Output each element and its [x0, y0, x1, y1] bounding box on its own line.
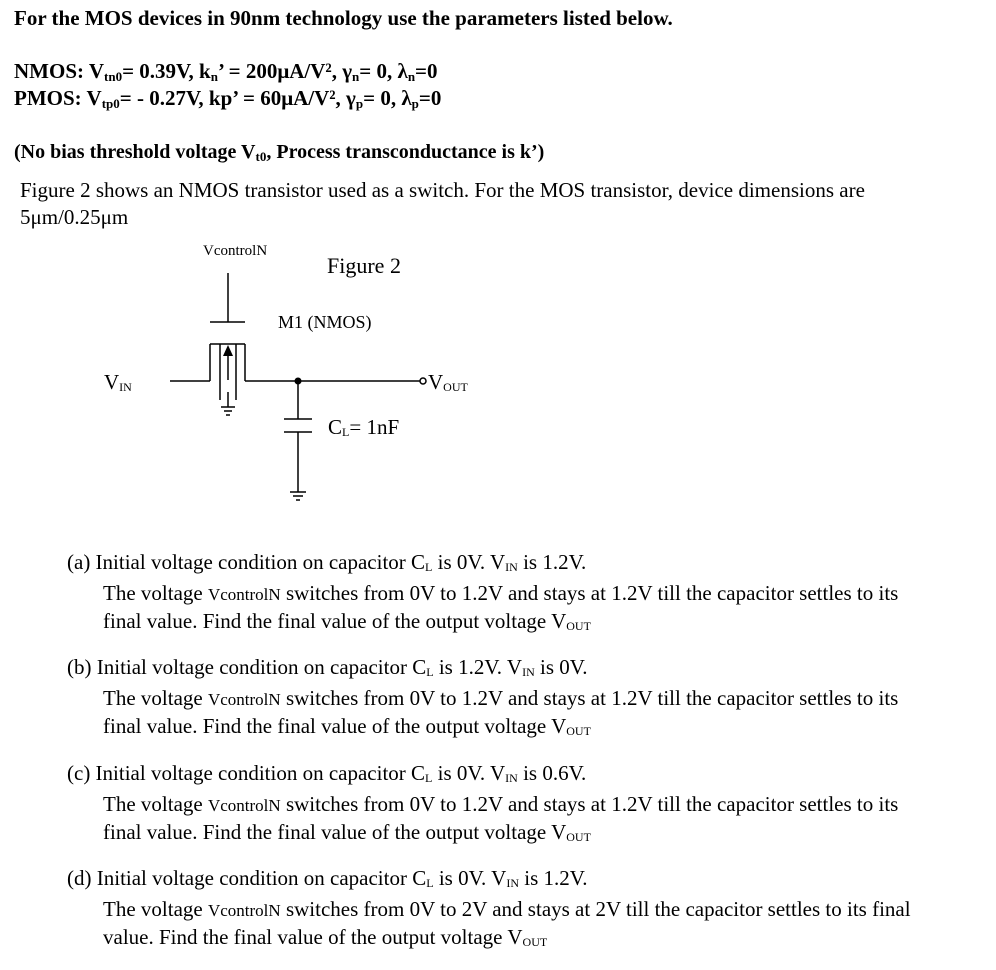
- question-b: (b) Initial voltage condition on capacitor $C_L$ is 1.2V. $V_{IN}$ is 0V. The voltage VcontrolN switches from 0V to 1.2V and stays at 1.2V till the capacitor settles to its final value. Find the final value of the output voltage $V_{OUT}$: [67, 655, 899, 738]
- question-a: (a) Initial voltage condition on capacitor $C_L$ is 0V. $V_{IN}$ is 1.2V. The voltage VcontrolN switches from 0V to 1.2V and stays at 1.2V till the capacitor settles to its final value. Find the final value of the output voltage $V_{OUT}$: [67, 550, 899, 633]
- pmos-params: PMOS: $V_{tp0}= - 0.27V$, kp’ = 60μA/V², $\gamma_p= 0$, $\lambda_p=0$: [14, 86, 442, 111]
- figure-title: Figure 2: [327, 253, 401, 278]
- param-note: (No bias threshold voltage $V_{t0}$, Process transconductance is k’): [14, 141, 545, 164]
- vin-label: $V_{IN}$: [104, 370, 132, 394]
- question-c: (c) Initial voltage condition on capacitor $C_L$ is 0V. $V_{IN}$ is 0.6V. The voltage VcontrolN switches from 0V to 1.2V and stays at 1.2V till the capacitor settles to its final value. Find the final value of the output voltage $V_{OUT}$: [67, 761, 899, 844]
- page-title: For the MOS devices in 90nm technology use the parameters listed below.: [14, 6, 673, 30]
- vout-label: $V_{OUT}$: [428, 370, 468, 394]
- vout-terminal: [420, 378, 426, 384]
- junction-dot: [295, 378, 302, 385]
- intro-line-1: Figure 2 shows an NMOS transistor used as a switch. For the MOS transistor, device dimensions are: [20, 178, 865, 202]
- question-d: (d) Initial voltage condition on capacitor $C_L$ is 0V. $V_{IN}$ is 1.2V. The voltage VcontrolN switches from 0V to 2V and stays at 2V till the capacitor settles to its final value. Find the final value of the output voltage $V_{OUT}$: [67, 866, 911, 949]
- intro-line-2: 5μm/0.25μm: [20, 205, 129, 229]
- vcontrol-label: VcontrolN: [203, 243, 268, 259]
- transistor-label: M1 (NMOS): [278, 312, 372, 332]
- nmos-params: NMOS: $V_{tn0}= 0.39V$, $k_n$’ = 200μA/V², $\gamma_n= 0$, $\lambda_n=0$: [14, 59, 438, 84]
- cl-label: $C_L= 1nF$: [328, 415, 400, 439]
